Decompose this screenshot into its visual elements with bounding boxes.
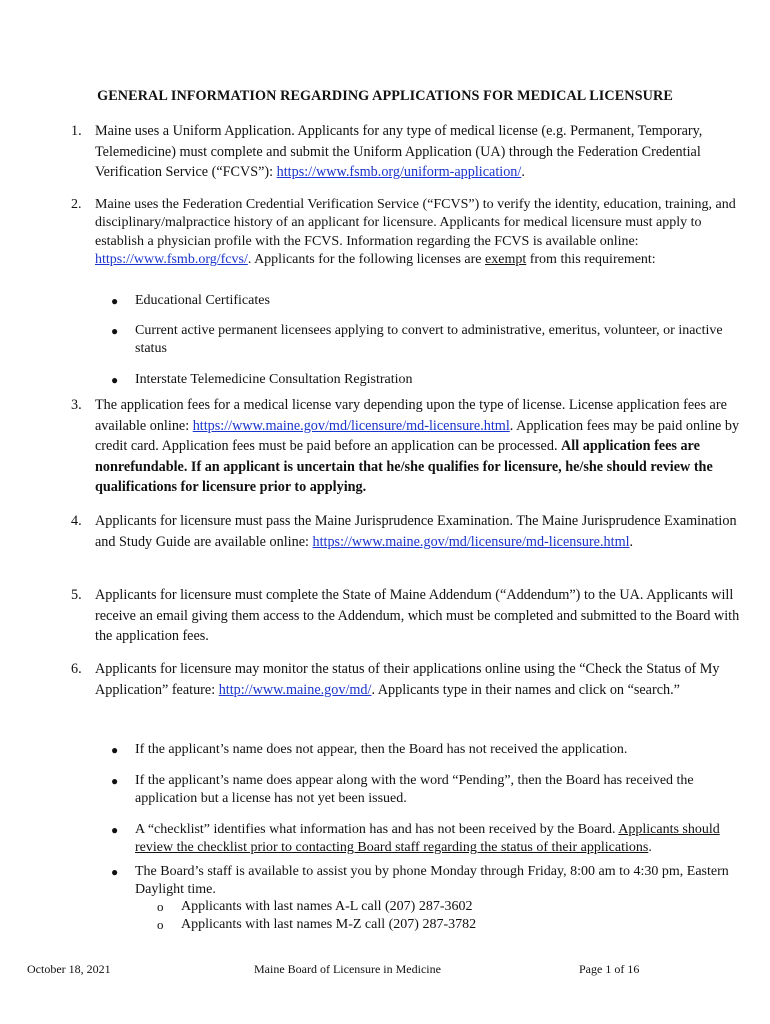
footer-page-number: Page 1 of 16	[579, 962, 640, 976]
item-text: The application fees for a medical license vary depending upon the type of license. License application fees are available online:	[95, 397, 727, 434]
item-number: 4.	[71, 513, 82, 529]
jurisprudence-link[interactable]: https://www.maine.gov/md/licensure/md-licensure.html	[312, 533, 630, 550]
bullet-icon: ●	[111, 324, 119, 338]
bullet-item: ● Interstate Telemedicine Consultation Registration	[135, 371, 745, 389]
item-text: Applicants for licensure must pass the Maine Jurisprudence Examination. The Maine Jurisprudence Examination and Study Guide are available online:	[95, 513, 737, 550]
item-text: Maine uses a Uniform Application. Applicants for any type of medical license (e.g. Permanent, Temporary, Telemedicine) must complete and submit the Uniform Application (UA) through the Federation Credential Verification Service (“FCVS”):	[95, 123, 703, 180]
nonrefundable-notice: All application fees are nonrefundable. If an applicant is uncertain that he/she qualifies for licensure, he/she should review the qualifications for licensure prior to applying.	[95, 438, 713, 495]
item-number: 2.	[71, 197, 82, 212]
circle-bullet-icon: o	[157, 899, 164, 914]
license-fees-link[interactable]: https://www.maine.gov/md/licensure/md-licensure.html	[192, 417, 510, 434]
checklist-advice: Applicants should review the checklist prior to contacting Board staff regarding the status of their applications	[135, 822, 720, 856]
bullet-icon: ●	[111, 774, 119, 788]
exempt-text: exempt	[485, 252, 527, 268]
bullet-icon: ●	[111, 743, 119, 757]
item-number: 1.	[71, 123, 82, 139]
item-text: Applicants for licensure may monitor the status of their applications online using the “Check the Status of My Application” feature:	[95, 661, 720, 698]
bullet-item: ● The Board’s staff is available to assist you by phone Monday through Friday, 8:00 am to 4:30 pm, Eastern Daylight time.	[111, 864, 729, 898]
bullet-icon: ●	[111, 294, 119, 308]
bullet-item: ● A “checklist” identifies what information has and has not been received by the Board. Applicants should review the checklist prior to contacting Board staff regarding the status of their applications.	[111, 822, 720, 856]
list-item	[71, 585, 745, 647]
item-number: 6.	[71, 661, 82, 677]
bullet-item: ● Current active permanent licensees applying to convert to administrative, emeritus, volunteer, or inactive status	[111, 323, 723, 357]
bullet-item: ● If the applicant’s name does appear along with the word “Pending”, then the Board has received the application but a license has not yet been issued.	[111, 773, 694, 807]
item-number: 5.	[71, 587, 82, 603]
bullet-item: ● Educational Certificates	[135, 292, 745, 310]
list-item: 6. Applicants for licensure may monitor the status of their applications online using the “Check the Status of My Application” feature: http://www.maine.gov/md/. Applicants type in their names and click on “search.”	[71, 661, 720, 698]
item-number: 3.	[71, 397, 82, 413]
list-item: 4. Applicants for licensure must pass the Maine Jurisprudence Examination. The Maine Jurisprudence Examination and Study Guide are available online: https://www.maine.gov/md/licensure/md-licensure.html.	[71, 513, 737, 550]
list-item: 3. The application fees for a medical license vary depending upon the type of license. License application fees are available online: https://www.maine.gov/md/licensure/md-licensure.html. Application fees may be paid online by credit card. Application fees must be paid before an application can be processed. All application fees are nonrefundable. If an applicant is uncertain that he/she qualifies for licensure, he/she should review the qualifications for licensure prior to applying.	[71, 397, 740, 495]
footer-date: October 18, 2021	[27, 962, 111, 976]
status-check-link[interactable]: http://www.maine.gov/md/	[218, 681, 372, 698]
item-text: Maine uses the Federation Credential Verification Service (“FCVS”) to verify the identity, education, training, and disciplinary/malpractice history of an applicant for licensure. Applicants for medical licensure must apply to establish a physician profile with the FCVS. Information regarding the FCVS is available online:	[95, 197, 736, 249]
list-item: 1. Maine uses a Uniform Application. Applicants for any type of medical license (e.g. Permanent, Temporary, Telemedicine) must complete and submit the Uniform Application (UA) through the Federation Credential Verification Service (“FCVS”): https://www.fsmb.org/uniform-application/.	[71, 123, 703, 180]
page-title: GENERAL INFORMATION REGARDING APPLICATIONS FOR MEDICAL LICENSURE	[97, 88, 673, 104]
item-text: Applicants for licensure must complete the State of Maine Addendum (“Addendum”) to the UA. Applicants will receive an email giving them access to the Addendum, which must be completed and submitted to the Board with the application fees.	[95, 587, 740, 644]
bullet-icon: ●	[111, 865, 119, 879]
sub-item: o Applicants with last names M-Z call (207) 287-3782	[157, 917, 477, 932]
list-item: 2. Maine uses the Federation Credential Verification Service (“FCVS”) to verify the identity, education, training, and disciplinary/malpractice history of an applicant for licensure. Applicants for medical licensure must apply to establish a physician profile with the FCVS. Information regarding the FCVS is available online: https://www.fsmb.org/fcvs/. Applicants for the following licenses are exempt from this requirement:	[71, 197, 736, 268]
circle-bullet-icon: o	[157, 917, 164, 932]
footer-title: Maine Board of Licensure in Medicine	[254, 962, 441, 976]
fcvs-link[interactable]: https://www.fsmb.org/fcvs/	[95, 252, 248, 268]
bullet-icon: ●	[111, 823, 119, 837]
sub-item: o Applicants with last names A-L call (207) 287-3602	[157, 899, 473, 914]
bullet-item: ● If the applicant’s name does not appear, then the Board has not received the application.	[135, 741, 745, 759]
bullet-icon: ●	[111, 373, 119, 387]
uniform-application-link[interactable]: https://www.fsmb.org/uniform-application/	[276, 164, 522, 180]
